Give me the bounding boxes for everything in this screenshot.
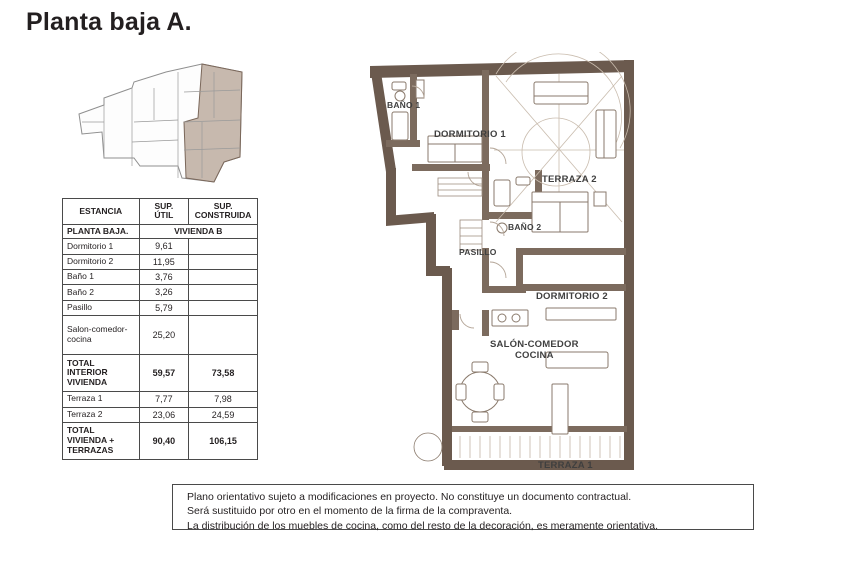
row-util: 3,76 bbox=[139, 270, 189, 285]
room-label-salon-line-2: COCINA bbox=[514, 349, 554, 361]
walls bbox=[370, 60, 634, 470]
furniture-dormitorio-1 bbox=[416, 80, 482, 162]
furniture-salon-cocina bbox=[456, 308, 616, 434]
stair-detail bbox=[438, 178, 482, 250]
header-sup-util-line2: ÚTIL bbox=[154, 210, 174, 221]
row-util: 59,57 bbox=[139, 355, 189, 392]
section-vivienda: VIVIENDA B bbox=[139, 224, 257, 239]
disclaimer-line-3: La distribución de los muebles de cocina, como del resto de la decoración, es meramente orientativa. bbox=[187, 519, 659, 532]
row-util: 25,20 bbox=[139, 316, 189, 355]
header-estancia: ESTANCIA bbox=[63, 199, 140, 225]
table-header-row bbox=[63, 199, 258, 225]
row-name: Terraza 2 bbox=[63, 407, 140, 422]
table-row bbox=[63, 270, 258, 285]
room-label-dormitorio-1: DORMITORIO 1 bbox=[434, 129, 506, 140]
row-constr bbox=[189, 239, 258, 254]
row-name: TOTAL INTERIOR VIVIENDA bbox=[63, 355, 140, 392]
row-constr: 106,15 bbox=[189, 422, 258, 459]
room-label-salon-comedor-cocina bbox=[490, 340, 579, 362]
disclaimer-line-2: Será sustituido por otro en el momento de la firma de la compraventa. bbox=[187, 505, 513, 518]
table-row-total bbox=[63, 355, 258, 392]
room-label-terraza-1: TERRAZA 1 bbox=[538, 460, 593, 471]
section-planta: PLANTA BAJA. bbox=[63, 224, 140, 239]
room-label-bano-2: BAÑO 2 bbox=[508, 222, 542, 232]
room-label-bano-1: BAÑO 1 bbox=[387, 100, 421, 110]
table-row bbox=[63, 239, 258, 254]
row-name: Baño 2 bbox=[63, 285, 140, 300]
page-title: Planta baja A. bbox=[26, 8, 192, 36]
row-constr bbox=[189, 270, 258, 285]
row-name: Terraza 1 bbox=[63, 392, 140, 407]
key-plan bbox=[74, 62, 254, 192]
row-util: 11,95 bbox=[139, 254, 189, 269]
row-util: 90,40 bbox=[139, 422, 189, 459]
room-label-terraza-2: TERRAZA 2 bbox=[542, 174, 597, 185]
table-row-total bbox=[63, 422, 258, 459]
row-util: 23,06 bbox=[139, 407, 189, 422]
table-section-row bbox=[63, 224, 258, 239]
key-plan-svg bbox=[74, 62, 254, 192]
row-util: 9,61 bbox=[139, 239, 189, 254]
table-row bbox=[63, 316, 258, 355]
interior-walls bbox=[386, 70, 627, 432]
row-constr bbox=[189, 285, 258, 300]
row-name: Dormitorio 1 bbox=[63, 239, 140, 254]
room-label-dormitorio-2: DORMITORIO 2 bbox=[536, 291, 608, 302]
table-row bbox=[63, 392, 258, 407]
furniture-dormitorio-2 bbox=[532, 192, 606, 232]
row-constr bbox=[189, 254, 258, 269]
row-name: Baño 1 bbox=[63, 270, 140, 285]
row-util: 5,79 bbox=[139, 300, 189, 315]
row-util: 7,77 bbox=[139, 392, 189, 407]
furniture-bano-1 bbox=[392, 82, 408, 140]
row-constr bbox=[189, 316, 258, 355]
table-row bbox=[63, 254, 258, 269]
row-name: TOTAL VIVIENDA + TERRAZAS bbox=[63, 422, 140, 459]
table-row bbox=[63, 407, 258, 422]
disclaimer-box bbox=[172, 484, 754, 530]
header-sup-construida-line2: CONSTRUIDA bbox=[194, 210, 252, 221]
row-name: Salon-comedor-cocina bbox=[63, 316, 140, 355]
row-constr bbox=[189, 300, 258, 315]
table-row bbox=[63, 285, 258, 300]
floor-plan-svg bbox=[356, 52, 648, 480]
floor-plan bbox=[356, 52, 648, 480]
header-sup-construida-line1: SUP. bbox=[213, 201, 233, 211]
header-sup-construida bbox=[189, 199, 258, 225]
row-util: 3,26 bbox=[139, 285, 189, 300]
row-constr: 7,98 bbox=[189, 392, 258, 407]
disclaimer-line-1: Plano orientativo sujeto a modificaciones en proyecto. No constituye un documento contractual. bbox=[187, 491, 632, 503]
furniture-terraza-2 bbox=[534, 82, 616, 158]
row-constr: 73,58 bbox=[189, 355, 258, 392]
room-label-salon-line-1: SALÓN-COMEDOR bbox=[490, 339, 579, 350]
row-name: Dormitorio 2 bbox=[63, 254, 140, 269]
table-row bbox=[63, 300, 258, 315]
header-sup-util-line1: SUP. bbox=[154, 201, 174, 211]
room-label-pasillo: PASILLO bbox=[459, 247, 497, 257]
header-sup-util bbox=[139, 199, 189, 225]
row-constr: 24,59 bbox=[189, 407, 258, 422]
row-name: Pasillo bbox=[63, 300, 140, 315]
areas-table bbox=[62, 198, 258, 460]
